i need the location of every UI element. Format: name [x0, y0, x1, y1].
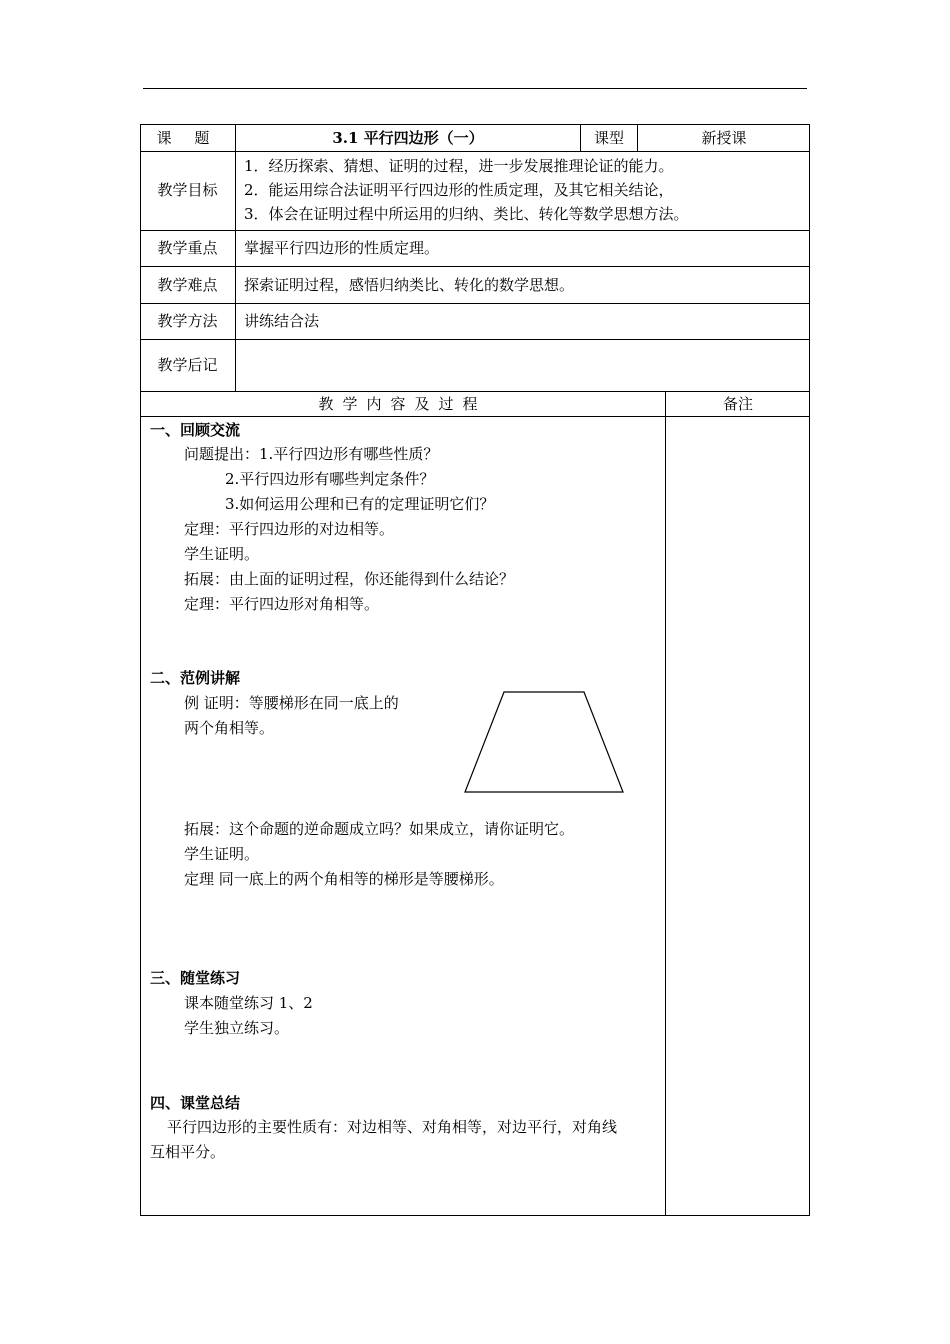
process-header: 教学内容及过程	[318, 395, 487, 413]
row-divider	[140, 303, 810, 304]
key-value: 掌握平行四边形的性质定理。	[244, 239, 440, 257]
theorem-line: 定理：平行四边形对角相等。	[184, 595, 380, 613]
body-line: 学生证明。	[184, 545, 260, 563]
question-line: 2.平行四边形有哪些判定条件？	[225, 470, 435, 488]
body-line: 学生证明。	[184, 845, 260, 863]
column-divider	[235, 124, 236, 391]
row-divider	[140, 391, 810, 392]
example-line: 两个角相等。	[184, 719, 275, 737]
row-divider	[140, 266, 810, 267]
body-line: 学生独立练习。	[184, 1019, 290, 1037]
row-divider	[140, 230, 810, 231]
question-line: 3.如何运用公理和已有的定理证明它们？	[225, 495, 495, 513]
section-title: 四、课堂总结	[150, 1094, 241, 1112]
example-line: 例 证明：等腰梯形在同一底上的	[184, 694, 399, 712]
summary-line: 平行四边形的主要性质有：对边相等、对角相等，对边平行，对角线	[167, 1118, 618, 1136]
section-title: 一、回顾交流	[150, 421, 241, 439]
body-line: 拓展：由上面的证明过程，你还能得到什么结论？	[184, 570, 515, 588]
type-value: 新授课	[701, 129, 747, 147]
row-divider	[140, 151, 810, 152]
type-label: 课型	[593, 129, 624, 147]
row-divider	[140, 339, 810, 340]
key-label: 教学重点	[157, 239, 218, 257]
course-title: 3.1 平行四边形（一）	[332, 129, 484, 147]
header-rule	[143, 88, 807, 89]
notes-label: 教学后记	[157, 356, 218, 374]
summary-line: 互相平分。	[150, 1143, 226, 1161]
section-title: 二、范例讲解	[150, 669, 241, 687]
question-line: 问题提出：1.平行四边形有哪些性质？	[184, 445, 439, 463]
goal-item: 3．体会在证明过程中所运用的归纳、类比、转化等数学思想方法。	[244, 205, 689, 223]
method-value: 讲练结合法	[244, 312, 320, 330]
remark-header: 备注	[722, 395, 753, 413]
body-line: 拓展：这个命题的逆命题成立吗？如果成立，请你证明它。	[184, 820, 575, 838]
difficulty-label: 教学难点	[157, 276, 218, 294]
goals-label: 教学目标	[157, 181, 218, 199]
column-divider	[665, 391, 666, 1216]
goal-item: 2．能运用综合法证明平行四边形的性质定理，及其它相关结论，	[244, 181, 674, 199]
goal-item: 1．经历探索、猜想、证明的过程，进一步发展推理论证的能力。	[244, 157, 674, 175]
method-label: 教学方法	[157, 312, 218, 330]
section-title: 三、随堂练习	[150, 969, 241, 987]
theorem-line: 定理：平行四边形的对边相等。	[184, 520, 395, 538]
course-label: 课 题	[156, 129, 219, 147]
trapezoid-figure	[460, 685, 630, 797]
difficulty-value: 探索证明过程，感悟归纳类比、转化的数学思想。	[244, 276, 575, 294]
body-line: 课本随堂练习 1、2	[184, 994, 313, 1012]
theorem-line: 定理 同一底上的两个角相等的梯形是等腰梯形。	[184, 870, 504, 888]
row-divider	[140, 416, 810, 417]
